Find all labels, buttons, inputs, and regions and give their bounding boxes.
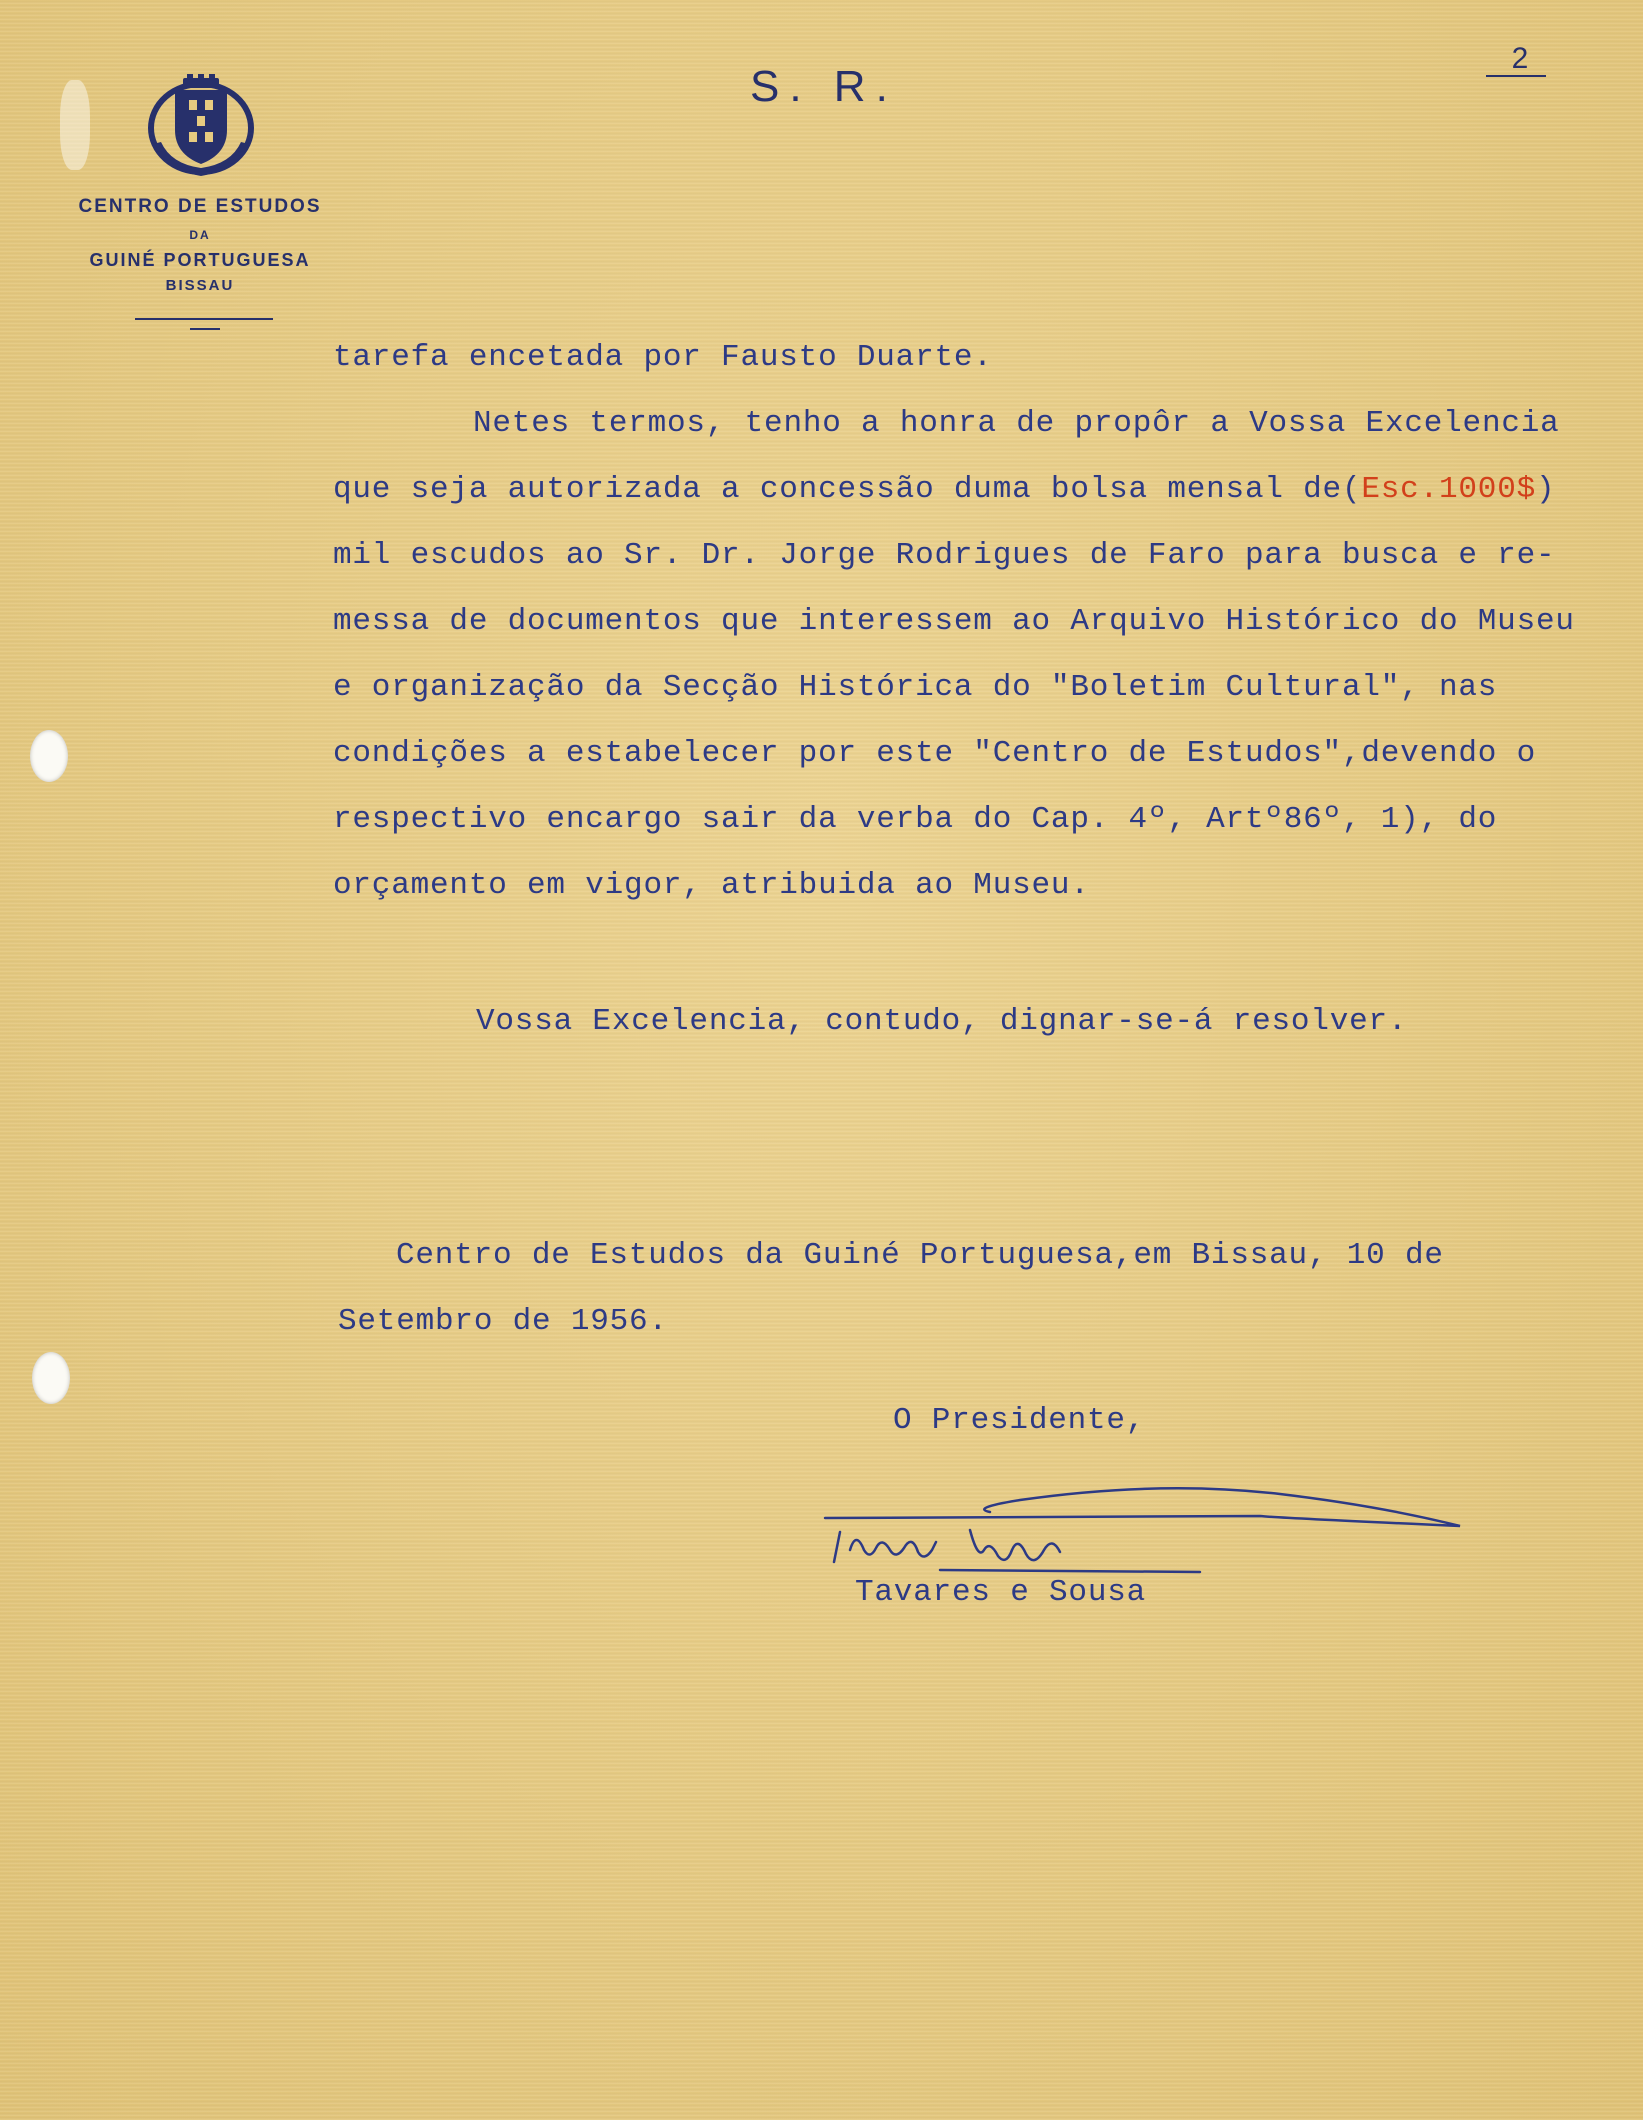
punch-hole-top	[30, 730, 68, 782]
letterhead-line4: BISSAU	[165, 277, 235, 294]
dateline-1: Centro de Estudos da Guiné Portuguesa,em Bissau, 10 de	[396, 1238, 1444, 1273]
body-line-7: condições a estabelecer por este "Centro de Estudos",devendo o	[333, 736, 1536, 771]
body-line-3-start: que seja autorizada a concessão duma bolsa mensal de(	[333, 472, 1362, 507]
page-number-underline	[1486, 75, 1546, 77]
letterhead-line3: GUINÉ PORTUGUESA	[89, 250, 311, 270]
body-line-3	[333, 472, 1555, 507]
document-header-title: S. R.	[750, 62, 898, 111]
body-line-10: Vossa Excelencia, contudo, dignar-se-á resolver.	[476, 1004, 1408, 1039]
signatory-name: Tavares e Sousa	[855, 1575, 1147, 1610]
coat-of-arms-logo	[145, 74, 257, 178]
letterhead-rule	[135, 318, 273, 320]
dateline-2: Setembro de 1956.	[338, 1304, 668, 1339]
amount-text: Esc.1000$	[1361, 472, 1537, 507]
handwritten-signature	[820, 1470, 1470, 1590]
body-line-1: tarefa encetada por Fausto Duarte.	[333, 340, 993, 375]
page-number: 2	[1511, 42, 1529, 75]
signature-title: O Presidente,	[893, 1403, 1146, 1438]
body-line-5: messa de documentos que interessem ao Arquivo Histórico do Museu	[333, 604, 1575, 639]
body-line-6: e organização da Secção Histórica do "Boletim Cultural", nas	[333, 670, 1498, 705]
punch-hole-bottom	[32, 1352, 70, 1404]
body-line-4: mil escudos ao Sr. Dr. Jorge Rodrigues de Faro para busca e re-	[333, 538, 1556, 573]
body-line-8: respectivo encargo sair da verba do Cap. 4º, Artº86º, 1), do	[333, 802, 1498, 837]
letterhead	[40, 196, 360, 294]
letterhead-rule-short	[190, 328, 220, 330]
body-line-3-end: )	[1536, 472, 1556, 507]
body-line-9: orçamento em vigor, atribuida ao Museu.	[333, 868, 1090, 903]
paper-stain	[60, 80, 90, 170]
letterhead-line1: CENTRO DE ESTUDOS	[78, 196, 322, 217]
letterhead-line2: DA	[189, 228, 211, 242]
body-line-2: Netes termos, tenho a honra de propôr a Vossa Excelencia	[473, 406, 1560, 441]
